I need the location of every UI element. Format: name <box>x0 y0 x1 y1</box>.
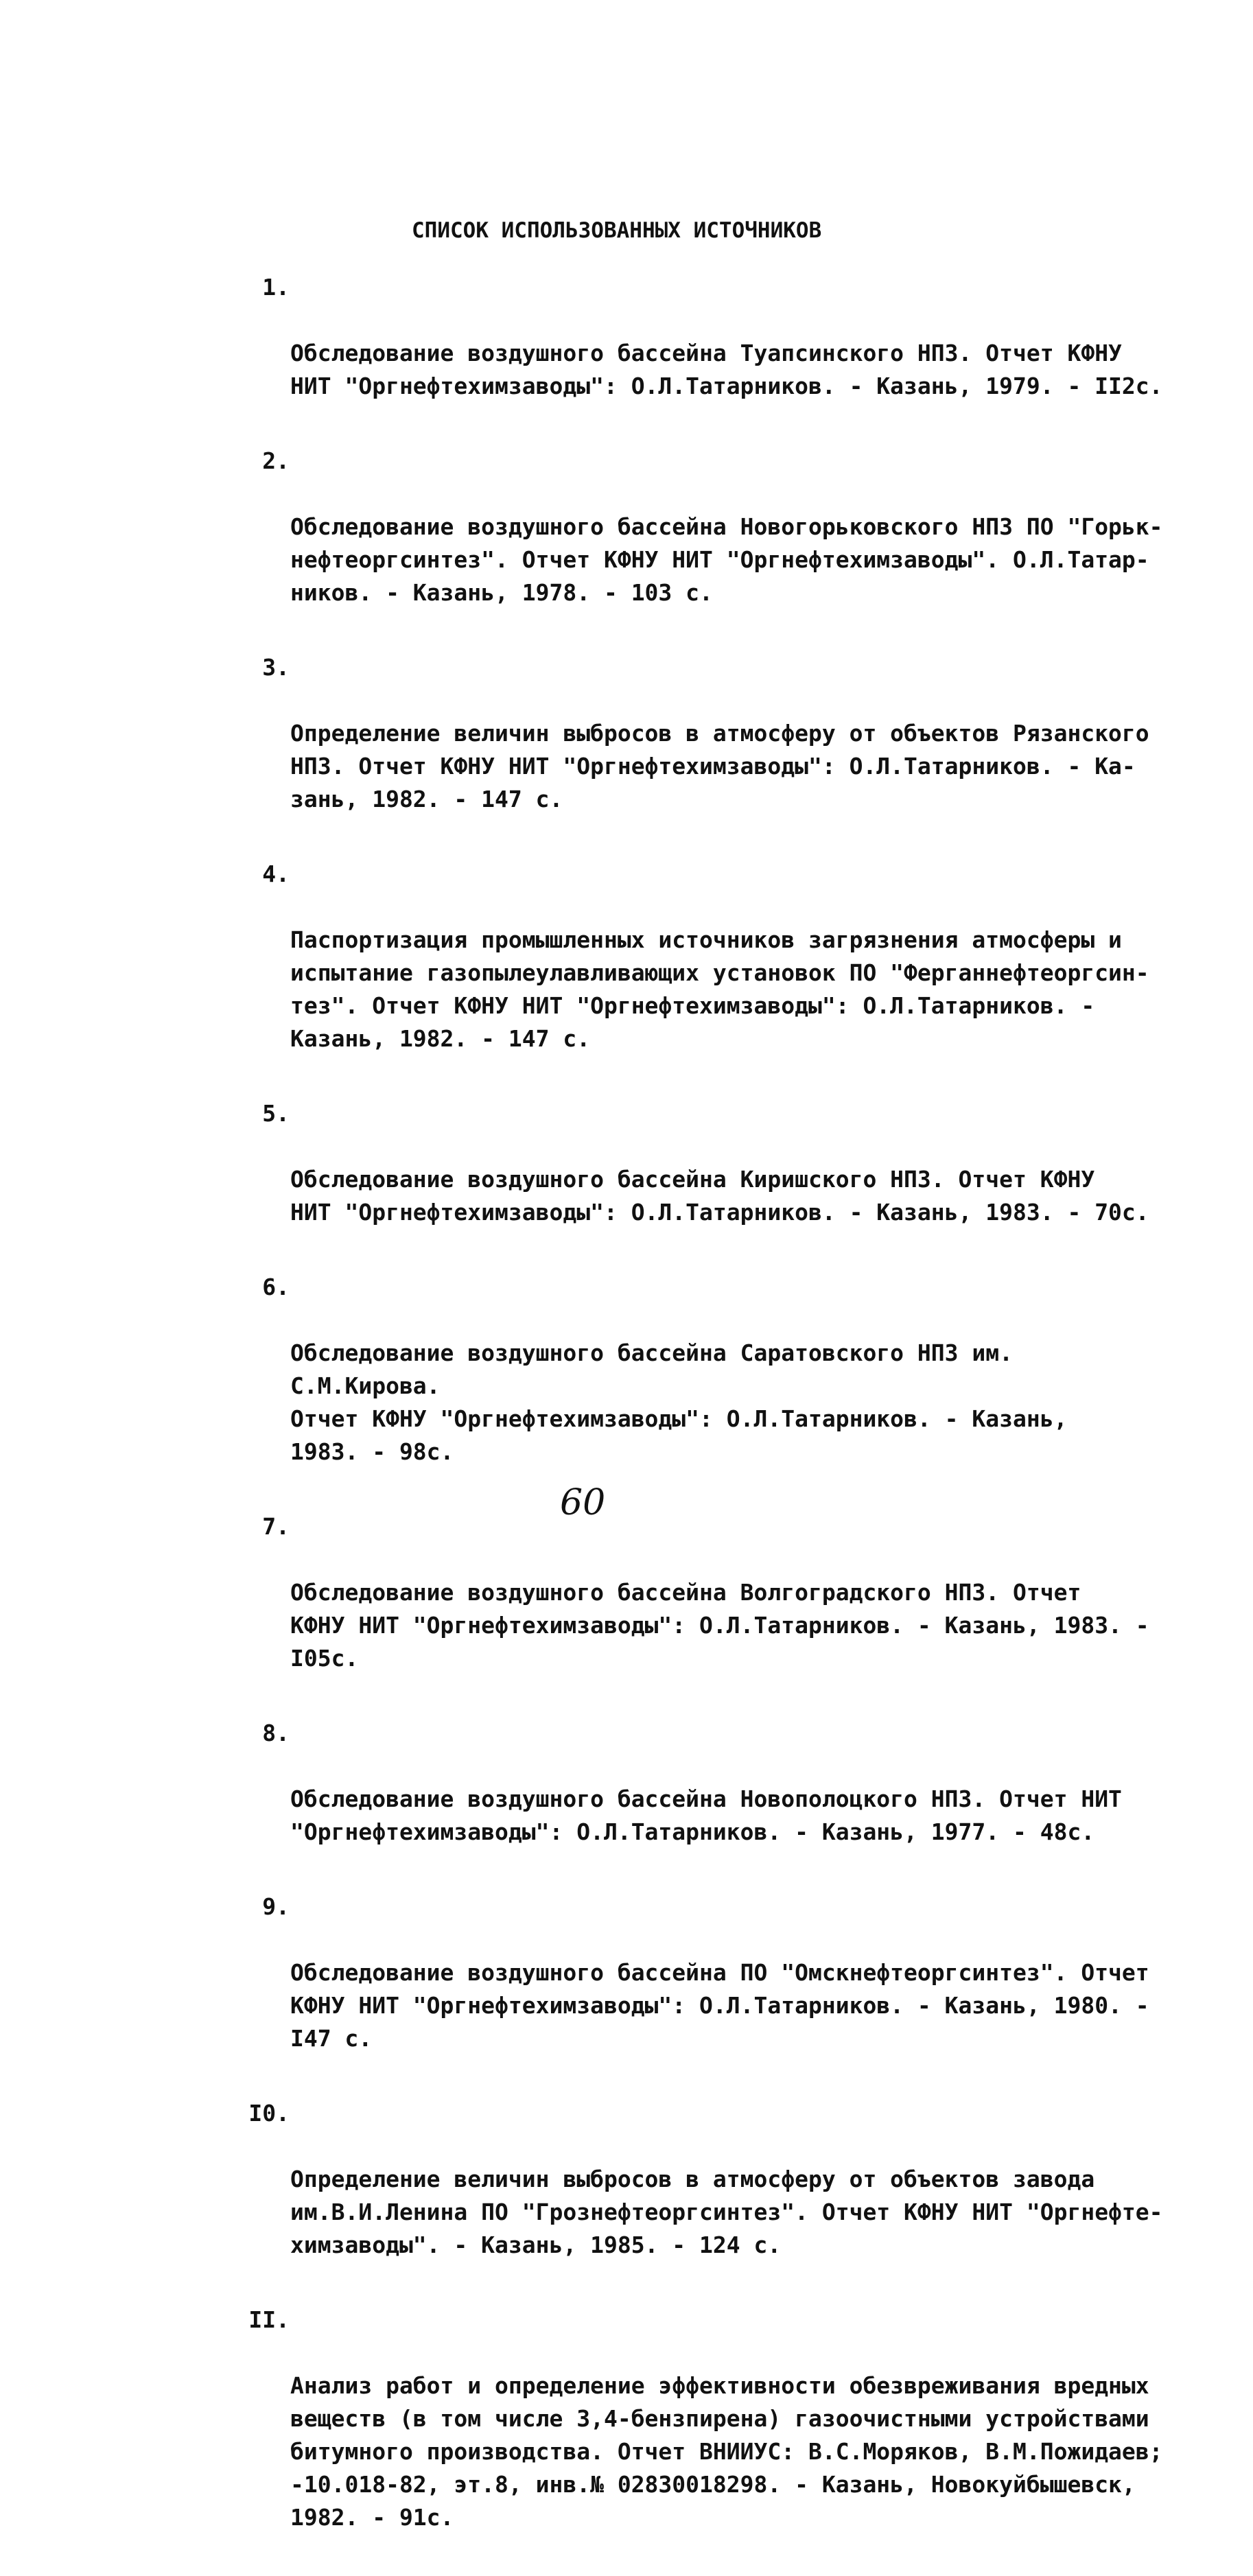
reference-item <box>247 1097 1173 1262</box>
reference-text: Паспортизация промышленных источников загрязнения атмосферы и испытание газопылеулавливающих установок ПО "Ферганнефтеоргсин- тез". Отчет КФНУ НИТ "Оргнефтехимзаводы": О.Л.Татарников. - Казань, 1982. - 147 с. <box>290 926 1149 1052</box>
reference-number: 4. <box>262 860 290 887</box>
reference-text: Обследование воздушного бассейна ПО "Омскнефтеоргсинтез". Отчет КФНУ НИТ "Оргнефтехимзаводы": О.Л.Татарников. - Казань, 1980. - I47 с. <box>290 1959 1149 2052</box>
page-title: СПИСОК ИСПОЛЬЗОВАННЫХ ИСТОЧНИКОВ <box>412 218 822 243</box>
reference-item <box>247 1510 1173 1708</box>
reference-text: Обследование воздушного бассейна Саратовского НПЗ им. С.М.Кирова. Отчет КФНУ "Оргнефтехимзаводы": О.Л.Татарников. - Казань, 1983. - 98с. <box>290 1339 1068 1465</box>
reference-item <box>247 1717 1173 1882</box>
reference-item <box>247 651 1173 849</box>
reference-text: Анализ работ и определение эффективности обезвреживания вредных веществ (в том числе 3,4-бензпирена) газоочистными устройствами битумного производства. Отчет ВНИИУС: В.С.Моряков, В.М.Пожидаев; -10.018-82, эт.8, инв.№ 02830018298. - Казань, Новокуйбышевск, 1982. - 91с. <box>290 2372 1163 2531</box>
reference-number: 8. <box>262 1720 290 1746</box>
reference-text: Определение величин выбросов в атмосферу от объектов завода им.В.И.Ленина ПО "Грознефтеоргсинтез". Отчет КФНУ НИТ "Оргнефте- химзаводы". - Казань, 1985. - 124 с. <box>290 2166 1163 2258</box>
reference-item <box>247 2304 1173 2567</box>
reference-number: 9. <box>262 1893 290 1920</box>
reference-item <box>247 2097 1173 2295</box>
reference-text: Обследование воздушного бассейна Новогорьковского НПЗ ПО "Горьк- нефтеоргсинтез". Отчет КФНУ НИТ "Оргнефтехимзаводы". О.Л.Татар- ников. - Казань, 1978. - 103 с. <box>290 513 1163 606</box>
reference-text: Обследование воздушного бассейна Туапсинского НПЗ. Отчет КФНУ НИТ "Оргнефтехимзаводы": О.Л.Татарников. - Казань, 1979. - II2с. <box>290 340 1163 399</box>
reference-number: 2. <box>262 447 290 474</box>
reference-text: Обследование воздушного бассейна Киришского НПЗ. Отчет КФНУ НИТ "Оргнефтехимзаводы": О.Л.Татарников. - Казань, 1983. - 70с. <box>290 1166 1149 1226</box>
reference-number: II. <box>248 2306 290 2333</box>
reference-number: 1. <box>262 274 290 301</box>
page-number: 60 <box>560 1482 606 1523</box>
reference-item <box>247 1890 1173 2088</box>
reference-item <box>247 271 1173 436</box>
reference-item <box>247 445 1173 642</box>
reference-number: 7. <box>262 1513 290 1540</box>
reference-list <box>247 271 1173 2576</box>
reference-item <box>247 1271 1173 1501</box>
reference-number: 6. <box>262 1274 290 1300</box>
reference-text: Определение величин выбросов в атмосферу от объектов Рязанского НПЗ. Отчет КФНУ НИТ "Оргнефтехимзаводы": О.Л.Татарников. - Ка- зань, 1982. - 147 с. <box>290 720 1149 812</box>
reference-number: 3. <box>262 654 290 681</box>
reference-number: 5. <box>262 1100 290 1127</box>
reference-number: I0. <box>248 2100 290 2127</box>
reference-item <box>247 858 1173 1088</box>
reference-text: Обследование воздушного бассейна Волгоградского НПЗ. Отчет КФНУ НИТ "Оргнефтехимзаводы": О.Л.Татарников. - Казань, 1983. - I05с. <box>290 1579 1149 1672</box>
reference-text: Обследование воздушного бассейна Новополоцкого НПЗ. Отчет НИТ "Оргнефтехимзаводы": О.Л.Татарников. - Казань, 1977. - 48с. <box>290 1785 1122 1845</box>
